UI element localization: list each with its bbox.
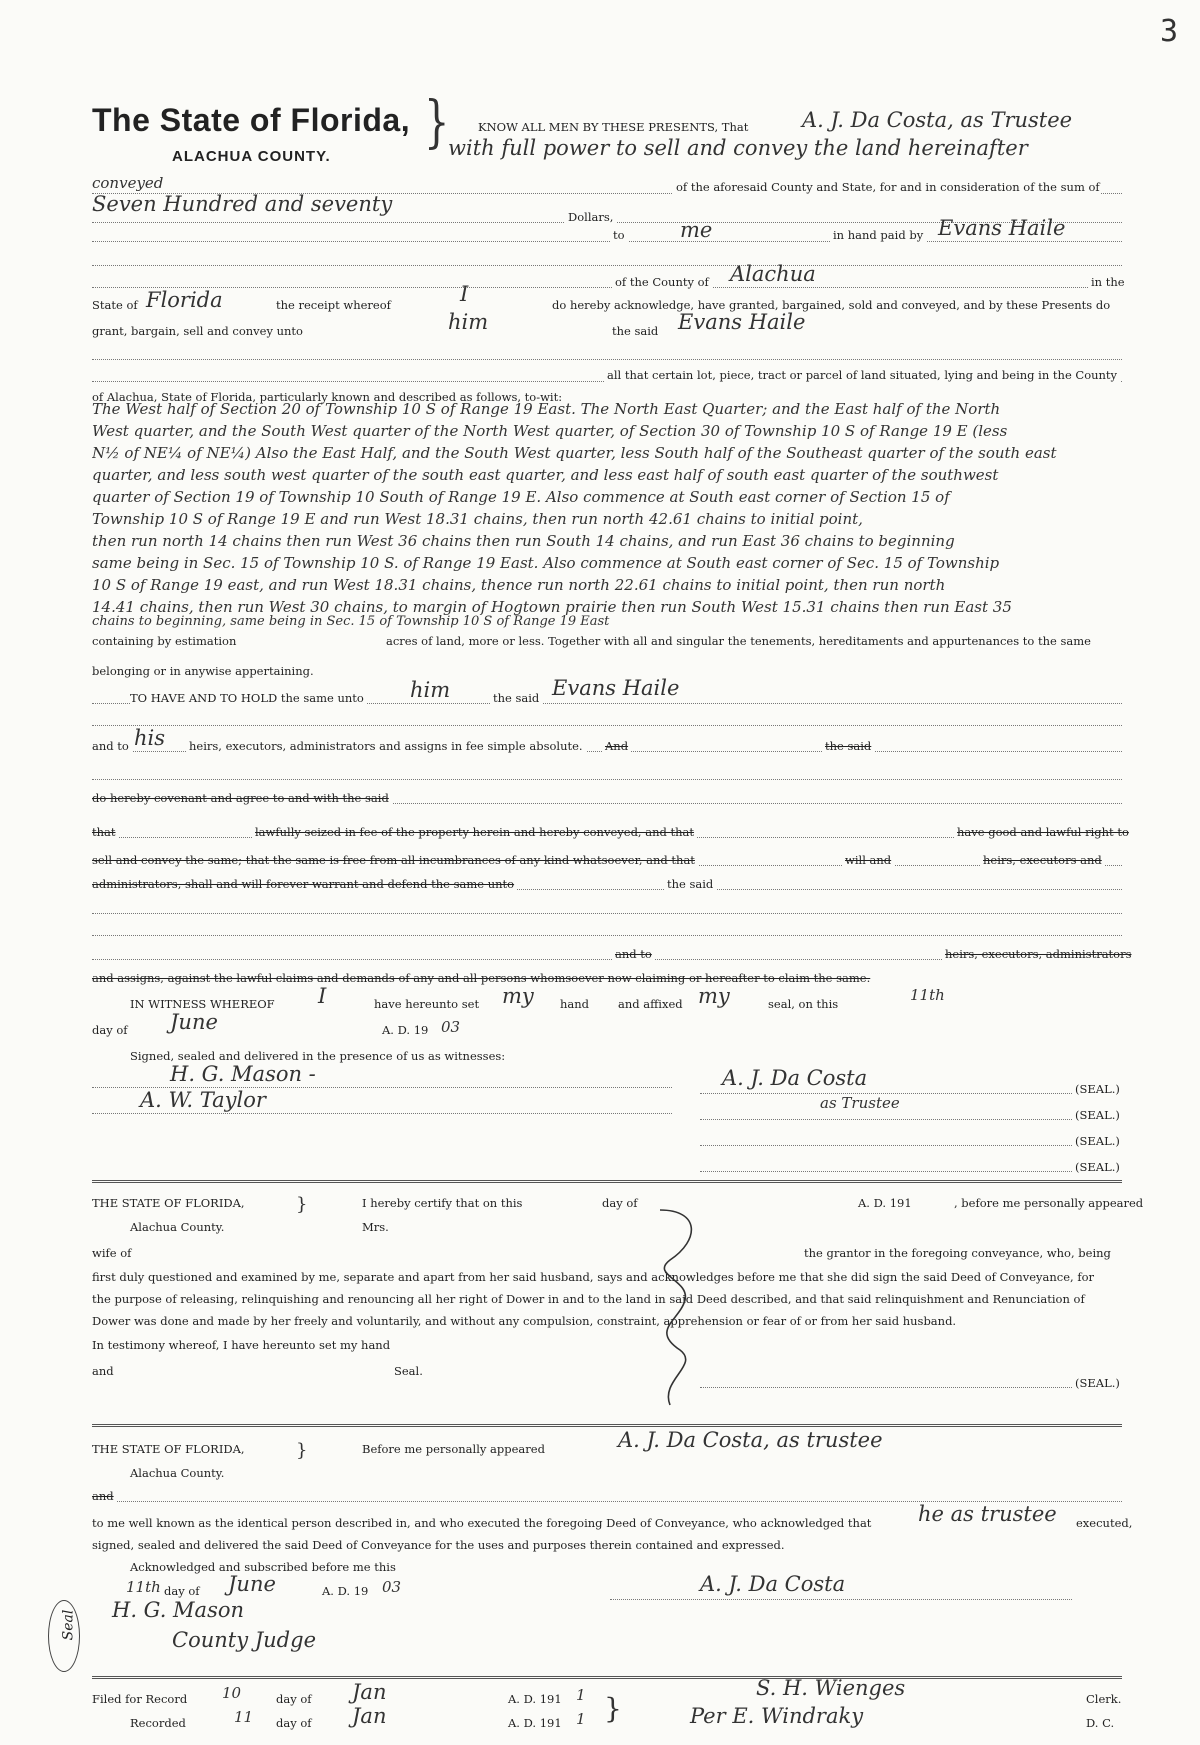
filing-brace: } bbox=[604, 1692, 622, 1725]
description-line: same being in Sec. 15 of Township 10 S. of Range 19 East. Also commence at South east corner of Sec. 15 of Township bbox=[92, 554, 1000, 572]
seal-label: (SEAL.) bbox=[1075, 1108, 1120, 1122]
grantor-handwritten-2: with full power to sell and convey the land hereinafter bbox=[448, 136, 1028, 160]
struck-seized: lawfully seized in fee of the property herein and hereby conveyed, and that bbox=[252, 825, 697, 839]
struck-administrators: administrators, shall and will forever warrant and defend the same unto bbox=[92, 877, 517, 891]
dotted-line bbox=[700, 1170, 1072, 1172]
year-handwritten: 03 bbox=[441, 1018, 461, 1036]
all-that-text: all that certain lot, piece, tract or parcel of land situated, lying and being in the County bbox=[604, 368, 1120, 382]
ack-signature: A. J. Da Costa bbox=[700, 1572, 846, 1596]
his-handwritten: his bbox=[134, 726, 166, 750]
dower-before-me: , before me personally appeared bbox=[954, 1196, 1144, 1210]
dower-strike-mark bbox=[640, 1200, 720, 1410]
ack-person-handwritten: A. J. Da Costa, as trustee bbox=[618, 1428, 883, 1452]
affixed-handwritten: my bbox=[698, 984, 730, 1008]
dotted-line bbox=[700, 1386, 1072, 1388]
dower-text-line: Dower was done and made by her freely and voluntarily, and without any compulsion, constraint, apprehension or fear of or from her said husband. bbox=[92, 1314, 957, 1328]
ad-label: A. D. 19 bbox=[382, 1023, 429, 1037]
ack-day-of: day of bbox=[164, 1584, 200, 1598]
grant-unto-label: grant, bargain, sell and convey unto bbox=[92, 324, 303, 338]
unto-handwritten: him bbox=[448, 310, 489, 334]
dotted-line bbox=[700, 1092, 1072, 1094]
day-of-label: day of bbox=[92, 1023, 128, 1037]
struck-the-said: the said bbox=[664, 877, 716, 891]
section-divider bbox=[92, 1676, 1122, 1679]
grantee-handwritten: Evans Haile bbox=[938, 216, 1066, 240]
header-brace: } bbox=[424, 90, 450, 156]
description-line: 14.41 chains, then run West 30 chains, to margin of Hogtown prairie then run South West 15.31 chains then run East 35 bbox=[92, 598, 1012, 616]
ack-state-label: THE STATE OF FLORIDA, bbox=[92, 1442, 245, 1456]
grantor-handwritten-3: conveyed bbox=[92, 174, 164, 192]
dower-brace: } bbox=[296, 1194, 308, 1215]
filed-label: Filed for Record bbox=[92, 1692, 188, 1706]
county-title: ALACHUA COUNTY. bbox=[172, 148, 331, 165]
seal-handwritten: Seal bbox=[60, 1609, 77, 1641]
dower-text-line: first duly questioned and examined by me, separate and apart from her said husband, says and acknowledges before me that she did sign the said Deed of Conveyance, for bbox=[92, 1270, 1095, 1284]
recorded-label: Recorded bbox=[130, 1716, 186, 1730]
the-said-label: the said bbox=[612, 324, 659, 338]
description-line: Township 10 S of Range 19 E and run West 18.31 chains, then run north 42.61 chains to initial point, bbox=[92, 510, 863, 528]
ack-brace: } bbox=[296, 1440, 308, 1461]
estimation-label: containing by estimation bbox=[92, 634, 237, 648]
in-the-label: in the bbox=[1088, 275, 1128, 289]
dotted-line bbox=[92, 286, 1122, 288]
dotted-line bbox=[610, 1598, 1072, 1600]
wife-of-label: wife of bbox=[92, 1246, 132, 1260]
filed-day-of: day of bbox=[276, 1692, 312, 1706]
hand-label: hand bbox=[560, 997, 590, 1011]
day-handwritten: 11th bbox=[910, 986, 945, 1004]
dower-seal-stamp-label: (SEAL.) bbox=[1075, 1376, 1120, 1390]
amount-handwritten: Seven Hundred and seventy bbox=[92, 192, 393, 216]
testimony-label: In testimony whereof, I have hereunto set my hand bbox=[92, 1338, 391, 1352]
struck-assigns: and assigns, against the lawful claims and demands of any and all persons whomsoever now claiming or hereafter to claim the same. bbox=[92, 971, 871, 985]
habendum-said-label: the said bbox=[490, 691, 542, 705]
dotted-line bbox=[700, 1144, 1072, 1146]
receipt-handwritten: I bbox=[460, 282, 469, 306]
state-handwritten: Florida bbox=[146, 288, 223, 312]
ack-county-label: Alachua County. bbox=[130, 1466, 225, 1480]
section-divider bbox=[92, 1424, 1122, 1427]
dower-county-label: Alachua County. bbox=[130, 1220, 225, 1234]
county-handwritten: Alachua bbox=[730, 262, 816, 286]
hereunto-set-label: have hereunto set bbox=[374, 997, 480, 1011]
struck-and-to: and to bbox=[612, 947, 655, 961]
dotted-line bbox=[92, 934, 1122, 936]
grantor-signature-title: as Trustee bbox=[820, 1094, 900, 1112]
dotted-line bbox=[92, 358, 1122, 360]
filed-month-handwritten: Jan bbox=[352, 1680, 387, 1704]
belonging-text: belonging or in anywise appertaining. bbox=[92, 664, 314, 678]
filed-day-handwritten: 10 bbox=[222, 1684, 242, 1702]
dc-label: D. C. bbox=[1086, 1716, 1115, 1730]
of-alachua-text: of Alachua, State of Florida, particularly known and described as follows, to-wit: bbox=[92, 390, 563, 404]
acres-text: acres of land, more or less. Together with all and singular the tenements, hereditaments and appurtenances to the same bbox=[386, 634, 1091, 648]
said-handwritten: Evans Haile bbox=[678, 310, 806, 334]
description-line: N½ of NE¼ of NE¼) Also the East Half, and the South West quarter, less South half of the Southeast quarter of the south east bbox=[92, 444, 1057, 462]
struck-sell-convey: sell and convey the same; that the same is free from all incumbrances of any kind whatsoever, and that bbox=[92, 853, 698, 867]
preamble-text: KNOW ALL MEN BY THESE PRESENTS, That bbox=[478, 120, 749, 134]
ack-ad: A. D. 19 bbox=[322, 1584, 369, 1598]
struck-that: that bbox=[92, 825, 119, 839]
dotted-line bbox=[92, 264, 1122, 266]
judge-title-handwritten: County Judge bbox=[172, 1628, 316, 1652]
to-handwritten: me bbox=[680, 218, 713, 242]
dower-text-line: the purpose of releasing, relinquishing and renouncing all her right of Dower in and to the land in said Deed described, and that said relinquishment and Renunciation of bbox=[92, 1292, 1085, 1306]
clerk-label: Clerk. bbox=[1086, 1692, 1122, 1706]
grantor-handwritten: A. J. Da Costa, as Trustee bbox=[802, 108, 1073, 132]
receipt-label: the receipt whereof bbox=[276, 298, 391, 312]
ack-text-line: signed, sealed and delivered the said Deed of Conveyance for the uses and purposes therein contained and expressed. bbox=[92, 1538, 785, 1552]
mrs-label: Mrs. bbox=[362, 1220, 389, 1234]
seal-label: (SEAL.) bbox=[1075, 1160, 1120, 1174]
have-unto-handwritten: him bbox=[410, 678, 451, 702]
paid-by-label: in hand paid by bbox=[830, 228, 926, 242]
description-line: chains to beginning, same being in Sec. 15 of Township 10 S of Range 19 East bbox=[92, 614, 610, 629]
ack-year-handwritten: 03 bbox=[382, 1578, 402, 1596]
dower-ad-label: A. D. 191 bbox=[858, 1196, 912, 1210]
seal-label: (SEAL.) bbox=[1075, 1082, 1120, 1096]
and-to-label: and to bbox=[92, 739, 132, 753]
rec-year-handwritten: 1 bbox=[576, 1710, 586, 1728]
grantor-conveyance-text: the grantor in the foregoing conveyance, who, being bbox=[804, 1246, 1111, 1260]
of-county-label: of the County of bbox=[612, 275, 712, 289]
heirs-text: heirs, executors, administrators and assigns in fee simple absolute. bbox=[186, 739, 586, 753]
dower-state-label: THE STATE OF FLORIDA, bbox=[92, 1196, 245, 1210]
the-said-struck: the said bbox=[822, 739, 874, 753]
seal-label: (SEAL.) bbox=[1075, 1134, 1120, 1148]
witness-handwritten: I bbox=[318, 984, 327, 1008]
covenant-struck: do hereby covenant and agree to and with the said bbox=[92, 791, 392, 805]
filed-ad: A. D. 191 bbox=[508, 1692, 562, 1706]
dower-day-of-label: day of bbox=[602, 1196, 638, 1210]
judge-seal-stamp bbox=[48, 1600, 80, 1672]
filed-year-handwritten: 1 bbox=[576, 1686, 586, 1704]
clerk-signature: S. H. Wienges bbox=[756, 1676, 906, 1700]
to-have-label: TO HAVE AND TO HOLD the same unto bbox=[130, 691, 367, 705]
set-handwritten: my bbox=[502, 984, 534, 1008]
description-line: quarter, and less south west quarter of the south east quarter, and less east half of south east quarter of the southwest bbox=[92, 466, 999, 484]
ack-text-line: to me well known as the identical person described in, and who executed the foregoing Deed of Conveyance, who acknowledged that bbox=[92, 1516, 872, 1530]
dotted-line bbox=[700, 1118, 1072, 1120]
aforesaid-text: of the aforesaid County and State, for and in consideration of the sum of bbox=[672, 180, 1100, 194]
ack-day-handwritten: 11th bbox=[126, 1578, 161, 1596]
dotted-line bbox=[92, 778, 1122, 780]
and-struck: And bbox=[602, 739, 631, 753]
habendum-said-handwritten: Evans Haile bbox=[552, 676, 680, 700]
witness2-handwritten: A. W. Taylor bbox=[140, 1088, 266, 1112]
struck-heirs-admin: heirs, executors, administrators bbox=[942, 947, 1135, 961]
description-line: 10 S of Range 19 east, and run West 18.31 chains, thence run north 22.61 chains to initial point, then run north bbox=[92, 576, 946, 594]
rec-ad: A. D. 191 bbox=[508, 1716, 562, 1730]
judge-handwritten: H. G. Mason bbox=[112, 1598, 245, 1622]
rec-day-handwritten: 11 bbox=[234, 1708, 254, 1726]
struck-lawful-right: have good and lawful right to bbox=[954, 825, 1132, 839]
section-divider bbox=[92, 1180, 1122, 1183]
dower-and-label: and bbox=[92, 1364, 114, 1378]
ack-exec-handwritten: he as trustee bbox=[918, 1502, 1057, 1526]
signed-sealed-text: Signed, sealed and delivered in the presence of us as witnesses: bbox=[130, 1049, 506, 1063]
dc-signature: Per E. Windraky bbox=[690, 1704, 864, 1728]
struck-heirs-executors: heirs, executors and bbox=[980, 853, 1105, 867]
certify-label: I hereby certify that on this bbox=[362, 1196, 523, 1210]
description-line: quarter of Section 19 of Township 10 South of Range 19 E. Also commence at South east corner of Section 15 of bbox=[92, 488, 950, 506]
grantor-signature: A. J. Da Costa bbox=[722, 1066, 868, 1090]
page-number: 3 bbox=[1159, 14, 1178, 49]
ack-executed: executed, bbox=[1076, 1516, 1133, 1530]
month-handwritten: June bbox=[170, 1010, 218, 1034]
acknowledge-text: do hereby acknowledge, have granted, bargained, sold and conveyed, and by these Presents do bbox=[552, 298, 1111, 312]
dollars-label: Dollars, bbox=[565, 210, 616, 224]
description-line: West quarter, and the South West quarter of the North West quarter, of Section 30 of Township 10 S of Range 19 E (less bbox=[92, 422, 1008, 440]
ack-before-me: Before me personally appeared bbox=[362, 1442, 545, 1456]
struck-will-and: will and bbox=[842, 853, 894, 867]
seal-on-this-label: seal, on this bbox=[768, 997, 839, 1011]
in-witness-label: IN WITNESS WHEREOF bbox=[130, 997, 275, 1011]
dower-seal-label: Seal. bbox=[394, 1364, 423, 1378]
affixed-label: and affixed bbox=[618, 997, 683, 1011]
dotted-line bbox=[92, 1112, 672, 1114]
to-label: to bbox=[610, 228, 628, 242]
ack-and-struck: and bbox=[92, 1489, 117, 1503]
ack-month-handwritten: June bbox=[228, 1572, 276, 1596]
rec-day-of: day of bbox=[276, 1716, 312, 1730]
description-line: The West half of Section 20 of Township 10 S of Range 19 East. The North East Quarter; and the East half of the North bbox=[92, 400, 1001, 418]
state-title: The State of Florida, bbox=[92, 102, 411, 138]
description-line: then run north 14 chains then run West 36 chains then run South 14 chains, and run East 36 chains to beginning bbox=[92, 532, 955, 550]
ack-subscribed: Acknowledged and subscribed before me this bbox=[130, 1560, 396, 1574]
dotted-line bbox=[92, 724, 1122, 726]
dotted-line bbox=[92, 912, 1122, 914]
rec-month-handwritten: Jan bbox=[352, 1704, 387, 1728]
dotted-line bbox=[92, 240, 1122, 242]
state-of-label: State of bbox=[92, 298, 138, 312]
witness1-handwritten: H. G. Mason - bbox=[170, 1062, 316, 1086]
